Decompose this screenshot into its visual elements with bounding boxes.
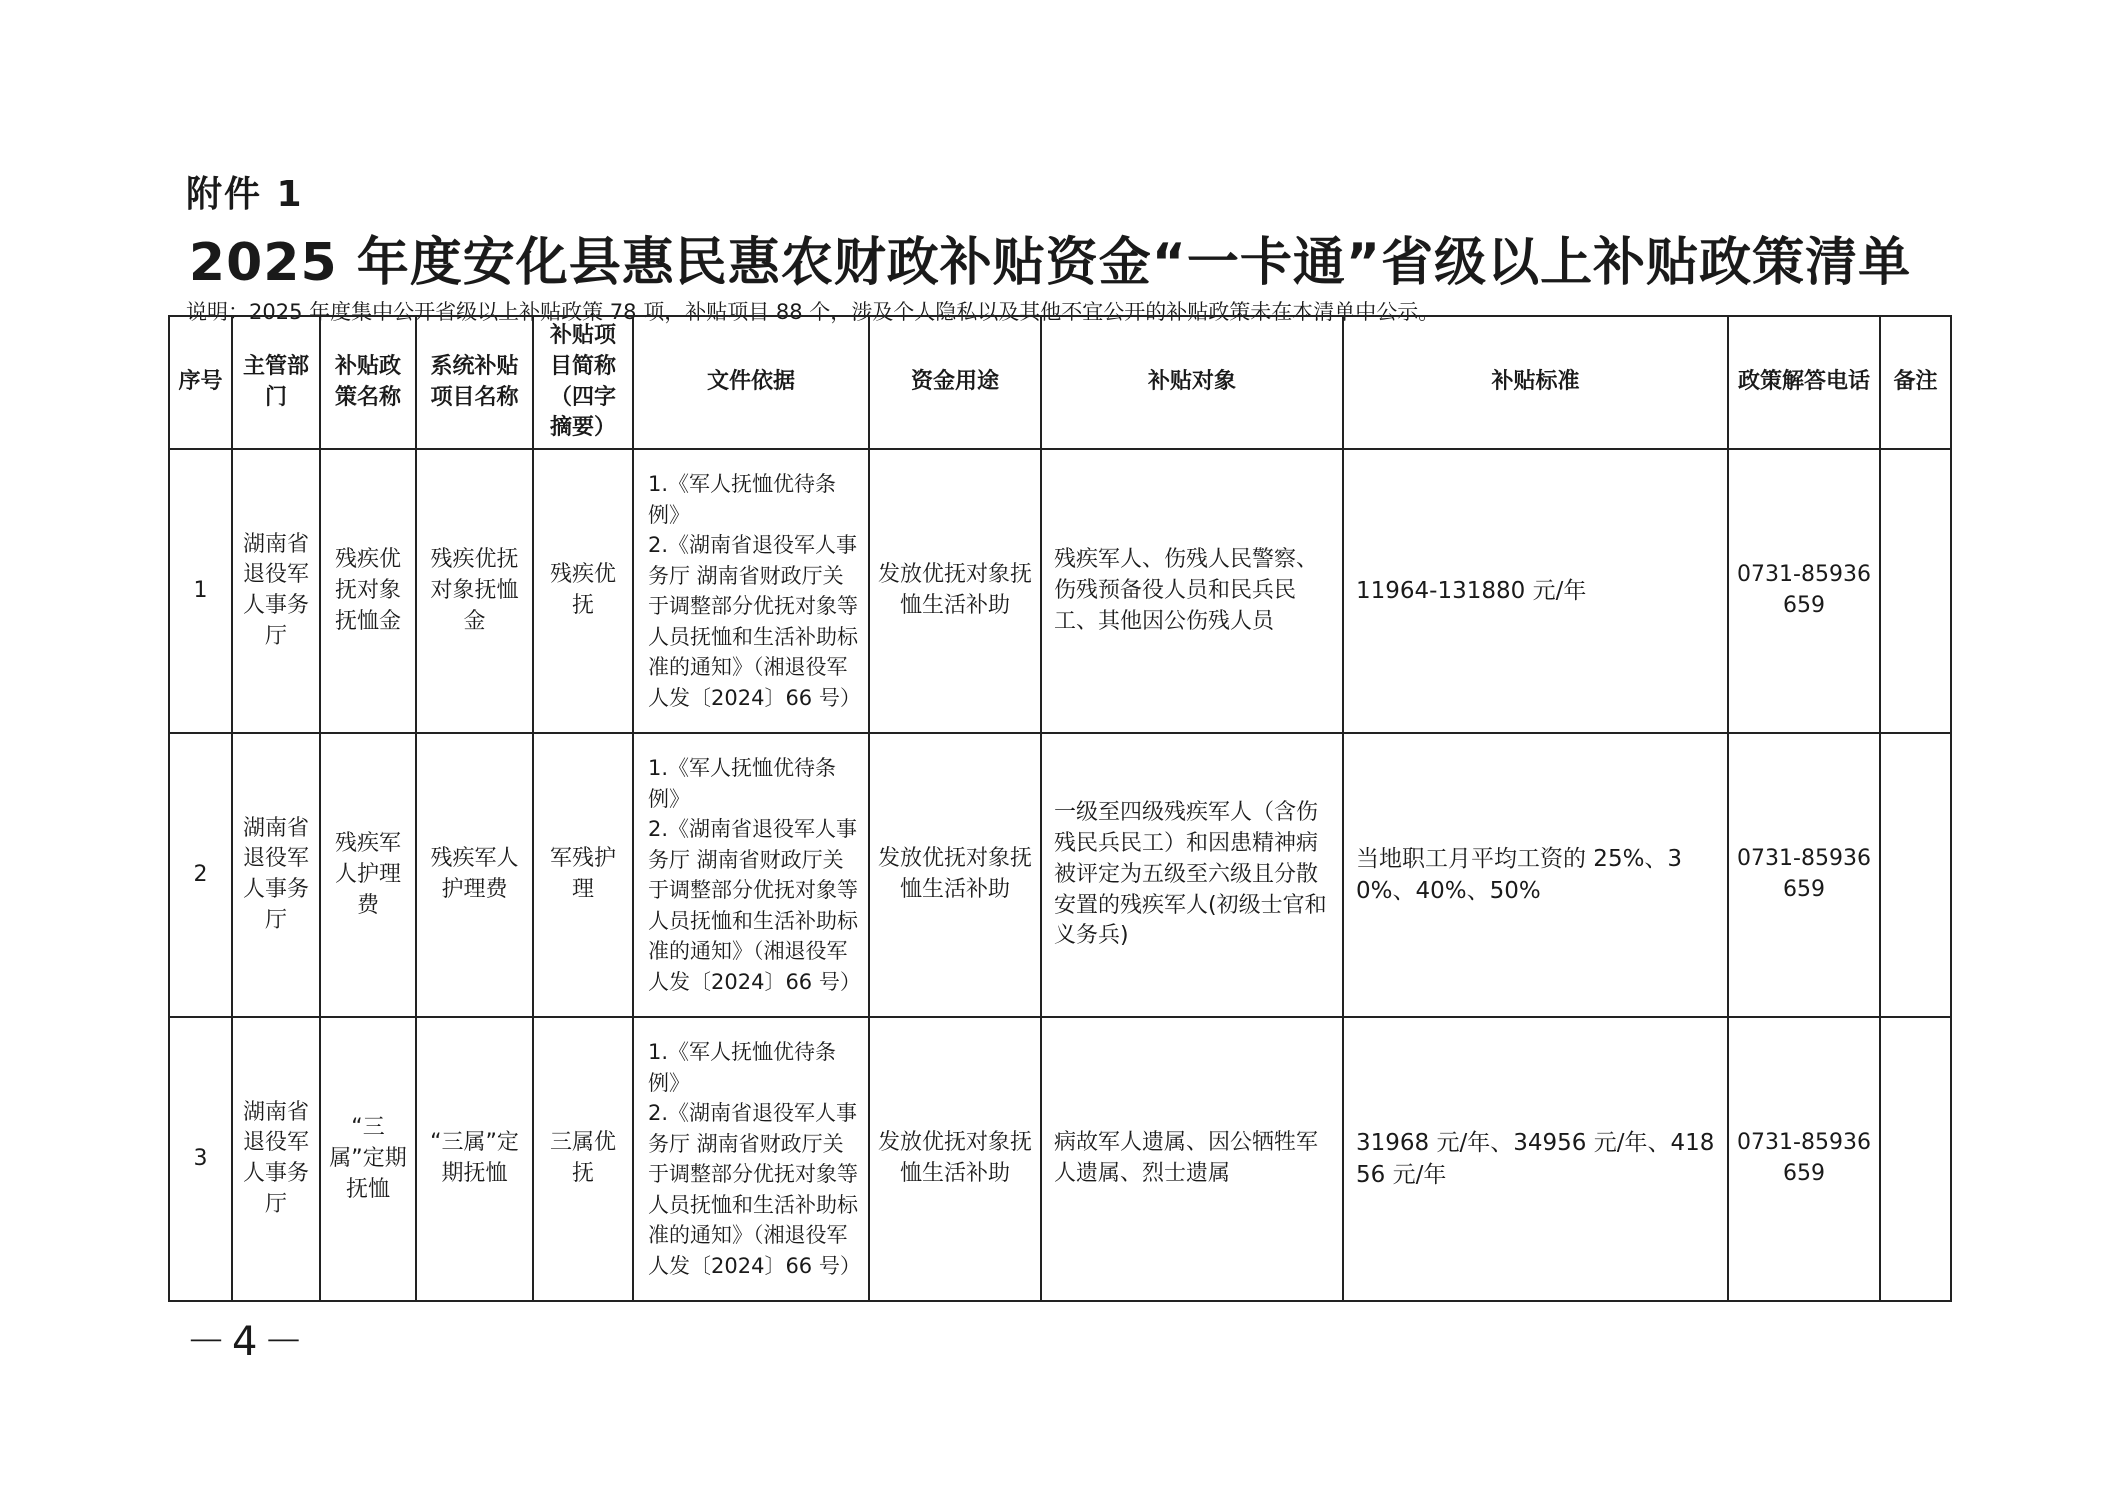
table-row (169, 733, 1951, 1017)
cell-short: 残疾优抚 (533, 449, 633, 733)
cell-short: 三属优抚 (533, 1017, 633, 1301)
cell-phone: 0731-85936659 (1728, 449, 1880, 733)
subsidy-policy-table (168, 315, 1952, 1302)
column-header: 补贴对象 (1041, 316, 1343, 449)
cell-standard: 11964-131880 元/年 (1343, 449, 1728, 733)
column-header: 政策解答电话 (1728, 316, 1880, 449)
column-header: 补贴项目简称（四字摘要） (533, 316, 633, 449)
column-header: 备注 (1880, 316, 1951, 449)
column-header: 补贴政策名称 (320, 316, 416, 449)
column-header: 系统补贴项目名称 (416, 316, 533, 449)
cell-basis: 1.《军人抚恤优待条例》 2.《湖南省退役军人事务厅 湖南省财政厅关于调整部分优抚对象等人员抚恤和生活补助标准的通知》（湘退役军人发〔2024〕66 号） (633, 449, 869, 733)
cell-dept: 湖南省退役军人事务厅 (232, 1017, 320, 1301)
cell-target: 一级至四级残疾军人（含伤残民兵民工）和因患精神病被评定为五级至六级且分散安置的残疾军人(初级士官和义务兵) (1041, 733, 1343, 1017)
table-header-row (169, 316, 1951, 449)
table-row (169, 449, 1951, 733)
document-title: 2025 年度安化县惠民惠农财政补贴资金“一卡通”省级以上补贴政策清单 (188, 233, 1912, 293)
cell-target: 病故军人遗属、因公牺牲军人遗属、烈士遗属 (1041, 1017, 1343, 1301)
page-number: －4－ (186, 1319, 310, 1365)
cell-standard: 31968 元/年、34956 元/年、41856 元/年 (1343, 1017, 1728, 1301)
cell-no: 1 (169, 449, 232, 733)
cell-usage: 发放优抚对象抚恤生活补助 (869, 1017, 1041, 1301)
cell-policy: 残疾军人护理费 (320, 733, 416, 1017)
cell-item: 残疾军人护理费 (416, 733, 533, 1017)
cell-remark (1880, 1017, 1951, 1301)
column-header: 文件依据 (633, 316, 869, 449)
cell-phone: 0731-85936659 (1728, 733, 1880, 1017)
cell-policy: 残疾优抚对象抚恤金 (320, 449, 416, 733)
explanatory-note: 说明：2025 年度集中公开省级以上补贴政策 78 项，补贴项目 88 个，涉及个人隐私以及其他不宜公开的补贴政策未在本清单中公示。 (186, 300, 1440, 324)
cell-basis: 1.《军人抚恤优待条例》 2.《湖南省退役军人事务厅 湖南省财政厅关于调整部分优抚对象等人员抚恤和生活补助标准的通知》（湘退役军人发〔2024〕66 号） (633, 733, 869, 1017)
cell-remark (1880, 733, 1951, 1017)
cell-usage: 发放优抚对象抚恤生活补助 (869, 449, 1041, 733)
cell-item: “三属”定期抚恤 (416, 1017, 533, 1301)
cell-no: 2 (169, 733, 232, 1017)
cell-short: 军残护理 (533, 733, 633, 1017)
column-header: 补贴标准 (1343, 316, 1728, 449)
cell-standard: 当地职工月平均工资的 25%、30%、40%、50% (1343, 733, 1728, 1017)
cell-policy: “三属”定期抚恤 (320, 1017, 416, 1301)
cell-usage: 发放优抚对象抚恤生活补助 (869, 733, 1041, 1017)
cell-remark (1880, 449, 1951, 733)
column-header: 资金用途 (869, 316, 1041, 449)
cell-dept: 湖南省退役军人事务厅 (232, 733, 320, 1017)
cell-basis: 1.《军人抚恤优待条例》 2.《湖南省退役军人事务厅 湖南省财政厅关于调整部分优抚对象等人员抚恤和生活补助标准的通知》（湘退役军人发〔2024〕66 号） (633, 1017, 869, 1301)
cell-target: 残疾军人、伤残人民警察、伤残预备役人员和民兵民工、其他因公伤残人员 (1041, 449, 1343, 733)
cell-phone: 0731-85936659 (1728, 1017, 1880, 1301)
column-header: 主管部门 (232, 316, 320, 449)
cell-no: 3 (169, 1017, 232, 1301)
column-header: 序号 (169, 316, 232, 449)
table-row (169, 1017, 1951, 1301)
cell-item: 残疾优抚对象抚恤金 (416, 449, 533, 733)
annex-label: 附件 1 (186, 174, 304, 215)
cell-dept: 湖南省退役军人事务厅 (232, 449, 320, 733)
